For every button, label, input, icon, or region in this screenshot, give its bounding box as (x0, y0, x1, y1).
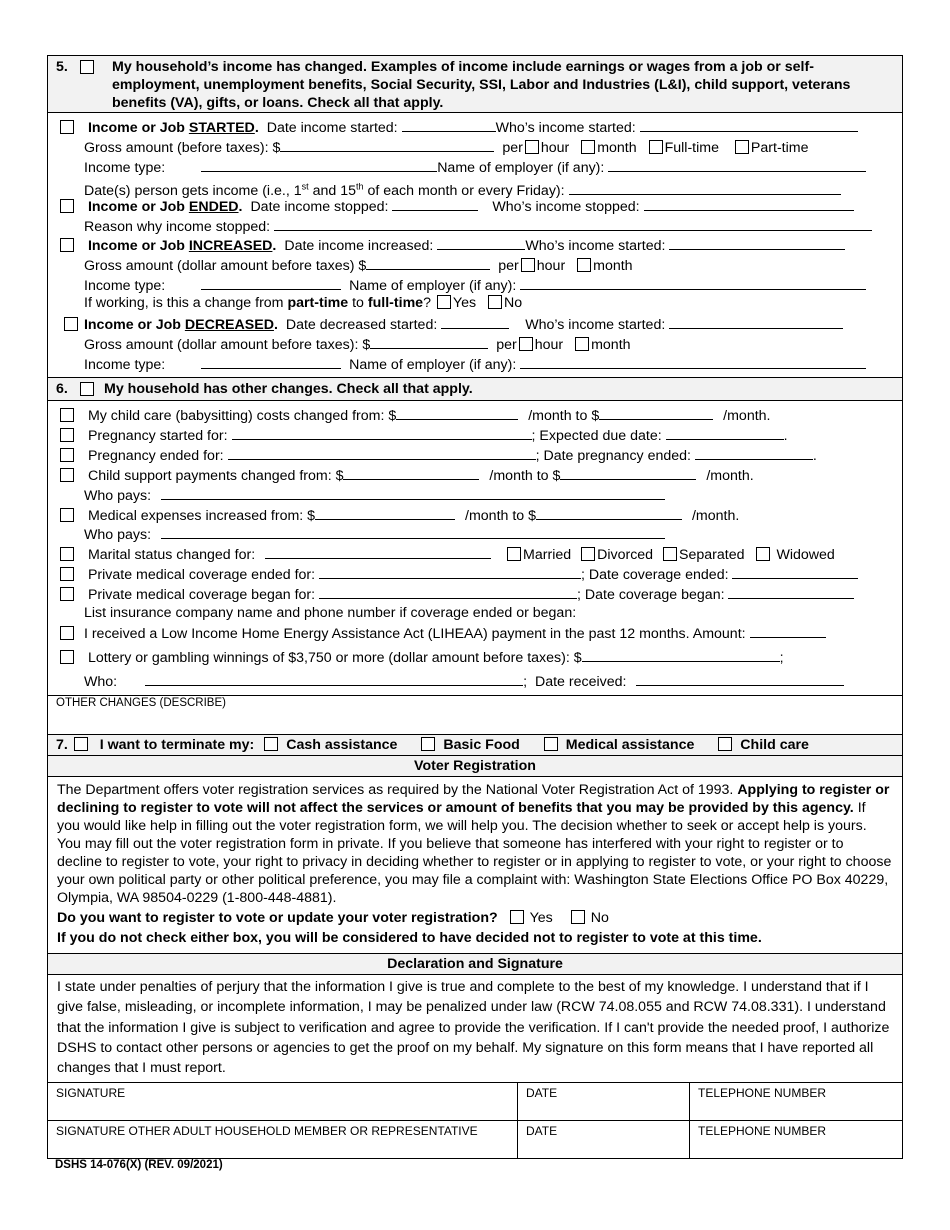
childcare-month-to: /month to $ (528, 408, 600, 424)
phone-cell[interactable] (690, 1083, 903, 1121)
declaration-text: I state under penalties of perjury that the information I give is true and complete to the best of my knowledge. I understand that if I give false, misleading, or incomplete information, I may be penalized under law (RCW 74.08.055 and RCW 74.08.331). I understand that the information I give is subject to verification and agree to provide the verification. If I can't provide the needed proof, I authorize DSHS to contact other persons or agencies to get the proof on my behalf. My signature on this form means that I have reported all changes that I must report. (57, 979, 890, 1077)
decreased-gross-label: Gross amount (dollar amount before taxes): $ (84, 337, 371, 353)
decreased-row (62, 315, 843, 333)
reason-field[interactable] (274, 217, 872, 231)
increased-title: Income or Job INCREASED. (87, 238, 277, 254)
food-checkbox[interactable] (421, 737, 435, 751)
child-care-checkbox[interactable] (718, 737, 732, 751)
month-label: month (597, 140, 637, 156)
medical-checkbox[interactable] (60, 508, 74, 522)
started-type-row (84, 158, 866, 176)
who-pays-row-1 (84, 486, 665, 504)
food-label: Basic Food (443, 737, 520, 753)
pmc-began-field[interactable] (319, 585, 577, 599)
voter-p1: The Department offers voter registration services as required by the National Voter Registration Act of 1993. (57, 782, 734, 798)
medical-row (58, 506, 739, 524)
decreased-hour: hour (534, 337, 564, 353)
decreased-employer-field[interactable] (520, 355, 866, 369)
voter-yes: Yes (529, 910, 553, 926)
pmc-ended-row (58, 565, 858, 583)
childcare-from-field[interactable] (396, 406, 518, 420)
section-5-heading: My household’s income has changed. Examples of income include earnings or wages from a job or self-employment, unemployment benefits, Social Security, SSI, Labor and Industries (L&I), child support, veterans benefits (VA), gifts, or loans. Check all that apply. (112, 59, 851, 111)
pmc-began-label: Private medical coverage began for: (87, 587, 316, 603)
pmc-began-row (58, 585, 854, 603)
section-5-header (48, 56, 902, 113)
increased-who-label: Who’s income started: (525, 238, 666, 254)
insurance-label: List insurance company name and phone number if coverage ended or began: (84, 605, 577, 621)
declaration-heading: Declaration and Signature (387, 956, 563, 972)
decreased-date-label: Date decreased started: (285, 317, 438, 333)
increased-hour-checkbox[interactable] (521, 258, 535, 272)
per-label: per (502, 140, 523, 156)
part-full-row (84, 295, 522, 311)
childcare-to-field[interactable] (599, 406, 713, 420)
section-7-number: 7. (56, 737, 68, 753)
section-6-body (48, 401, 902, 696)
employer-label: Name of employer (if any): (437, 160, 605, 176)
decreased-hour-checkbox[interactable] (519, 337, 533, 351)
hour-label: hour (540, 140, 570, 156)
due-date-field[interactable] (666, 426, 784, 440)
cov-began-label: ; Date coverage began: (577, 587, 725, 603)
voter-heading-row (48, 756, 902, 777)
preg-ended-label: Pregnancy ended for: (87, 448, 224, 464)
ended-checkbox[interactable] (60, 199, 74, 213)
increased-per: per (498, 258, 519, 274)
part-full-yes-checkbox[interactable] (437, 295, 451, 309)
phone-label-2: TELEPHONE NUMBER (698, 1124, 827, 1138)
childcare-checkbox[interactable] (60, 408, 74, 422)
marital-label: Marital status changed for: (87, 547, 256, 563)
income-type-field[interactable] (201, 158, 437, 172)
decreased-gross-field[interactable] (370, 335, 488, 349)
cash-label: Cash assistance (286, 737, 398, 753)
pmc-ended-checkbox[interactable] (60, 567, 74, 581)
who-pays-label-1: Who pays: (84, 488, 152, 504)
started-title: Income or Job STARTED. (87, 120, 259, 136)
medical-label: Medical expenses increased from: $ (87, 508, 316, 524)
increased-checkbox[interactable] (60, 238, 74, 252)
part-full-q5: ? (423, 295, 431, 311)
liheaa-label: I received a Low Income Home Energy Assistance Act (LIHEAA) payment in the past 12 months. Amount: (83, 626, 746, 642)
dates-gets-field[interactable] (569, 181, 841, 195)
who-field[interactable] (145, 672, 523, 686)
ended-row (58, 197, 854, 215)
voter-warning-row (57, 930, 762, 946)
lottery-label: Lottery or gambling winnings of $3,750 or more (dollar amount before taxes): $ (87, 650, 582, 666)
increased-date-field[interactable] (437, 236, 525, 250)
voter-no: No (590, 910, 609, 926)
decreased-who-label: Who’s income started: (525, 317, 666, 333)
date-cell-2[interactable] (518, 1121, 690, 1159)
decreased-per: per (496, 337, 517, 353)
childcare-row (58, 406, 771, 424)
income-type-label: Income type: (84, 160, 166, 176)
other-changes-label: OTHER CHANGES (DESCRIBE) (56, 697, 226, 709)
dates-gets-row (84, 178, 841, 199)
medical-to-field[interactable] (536, 506, 682, 520)
decreased-month-checkbox[interactable] (575, 337, 589, 351)
reason-row (84, 217, 872, 235)
widowed-checkbox[interactable] (756, 547, 770, 561)
started-who-field[interactable] (640, 118, 858, 132)
phone-label: TELEPHONE NUMBER (698, 1086, 827, 1100)
child-care-label: Child care (740, 737, 809, 753)
other-changes-box[interactable] (48, 696, 902, 735)
childcare-label: My child care (babysitting) costs changed from: $ (87, 408, 397, 424)
lottery-row: Lottery or gambling winnings of $3,750 or more (dollar amount before taxes): $ ; (58, 648, 784, 666)
who-row: Who: ; Date received: (84, 672, 844, 690)
decreased-title: Income or Job DECREASED. (83, 317, 278, 333)
child-support-per-month: /month. (706, 468, 754, 484)
signature-other-label: SIGNATURE OTHER ADULT HOUSEHOLD MEMBER OR REPRESENTATIVE (56, 1124, 478, 1138)
child-support-row (58, 466, 754, 484)
month-checkbox[interactable] (581, 140, 595, 154)
part-time-checkbox[interactable] (735, 140, 749, 154)
child-support-from-field[interactable] (343, 466, 479, 480)
section-6-heading: My household has other changes. Check all that apply. (104, 381, 473, 397)
decreased-type-field[interactable] (201, 355, 341, 369)
preg-started-field[interactable] (232, 426, 532, 440)
separated-label: Separated (679, 547, 745, 563)
ended-date-label: Date income stopped: (250, 199, 389, 215)
increased-type-label: Income type: (84, 278, 166, 294)
full-time-label: Full-time (664, 140, 719, 156)
childcare-per-month: /month. (723, 408, 771, 424)
section-6-checkbox[interactable] (80, 382, 94, 396)
decreased-employer-label: Name of employer (if any): (349, 357, 517, 373)
date-label-2: DATE (526, 1124, 558, 1138)
voter-p1-bold: Applying to register or declining to register to vote will not affect the services or amount of benefits that you may be provided by this agency. (57, 782, 890, 816)
who-pays-label-2: Who pays: (84, 527, 152, 543)
medical-month-to: /month to $ (465, 508, 537, 524)
who-pays-field-2[interactable] (161, 525, 665, 539)
decreased-type-label: Income type: (84, 357, 166, 373)
preg-ended-row: Pregnancy ended for: ; Date pregnancy ended: . (58, 446, 817, 464)
section-7-content (56, 737, 809, 753)
lottery-field[interactable] (582, 648, 780, 662)
section-5-body (48, 113, 902, 378)
signature-other-cell[interactable] (48, 1121, 518, 1159)
decreased-who-field[interactable] (669, 315, 843, 329)
date-label: DATE (526, 1086, 558, 1100)
preg-started-row: Pregnancy started for: ; Expected due date: . (58, 426, 788, 444)
decreased-month: month (591, 337, 631, 353)
medical-assistance-checkbox[interactable] (544, 737, 558, 751)
form-footer: DSHS 14-076(X) (REV. 09/2021) (55, 1159, 223, 1171)
preg-ended-checkbox[interactable] (60, 448, 74, 462)
part-full-q3: to (352, 295, 364, 311)
preg-started-checkbox[interactable] (60, 428, 74, 442)
who-pays-field-1[interactable] (161, 486, 665, 500)
section-5-checkbox[interactable] (80, 60, 94, 74)
signature-table (48, 1082, 902, 1158)
voter-p2: If you would like help in filling out the voter registration form, we will help you. The decision whether to seek or accept help is yours. You may fill out the voter registration form in private. If you believe that someone has interfered with your right to register or to decline to register to vote, your right to privacy in deciding whether to register or in applying to register to vote, or your right to choose your own political party or other political preference, you may file a complaint with: Washington State Elections Office PO Box 40229, Olympia, WA 98504-0229 (1-800-448-4881). (57, 800, 892, 906)
voter-question: Do you want to register to vote or update your voter registration? (57, 910, 498, 926)
declaration-heading-row (48, 954, 902, 975)
started-date-field[interactable] (402, 118, 496, 132)
liheaa-checkbox[interactable] (60, 626, 74, 640)
dates-gets-label: Date(s) person gets income (i.e., 1st and 15th of each month or every Friday): (84, 181, 565, 199)
signature-cell[interactable] (48, 1083, 518, 1121)
medical-from-field[interactable] (315, 506, 455, 520)
insurance-row (84, 605, 576, 621)
medical-assistance-label: Medical assistance (565, 737, 695, 753)
date-preg-ended-label: ; Date pregnancy ended: (535, 448, 691, 464)
increased-type-field[interactable] (201, 276, 341, 290)
section-5-number: 5. (56, 59, 68, 75)
part-full-q2: part-time (287, 295, 349, 311)
started-who-label: Who’s income started: (495, 120, 636, 136)
decreased-checkbox[interactable] (64, 317, 78, 331)
part-full-yes: Yes (452, 295, 477, 311)
ended-date-field[interactable] (392, 197, 478, 211)
section-7-checkbox[interactable] (74, 737, 88, 751)
pmc-ended-field[interactable] (319, 565, 581, 579)
increased-employer-field[interactable] (520, 276, 866, 290)
child-support-label: Child support payments changed from: $ (87, 468, 344, 484)
increased-month: month (593, 258, 633, 274)
cov-ended-label: ; Date coverage ended: (581, 567, 729, 583)
date-cell[interactable] (518, 1083, 690, 1121)
who-pays-row-2 (84, 525, 665, 543)
pmc-ended-label: Private medical coverage ended for: (87, 567, 316, 583)
liheaa-row (58, 624, 826, 642)
decreased-type-row (84, 355, 866, 373)
increased-type-row (84, 276, 866, 294)
phone-cell-2[interactable] (690, 1121, 903, 1159)
preg-started-label: Pregnancy started for: (87, 428, 228, 444)
part-full-no-checkbox[interactable] (488, 295, 502, 309)
hour-checkbox[interactable] (525, 140, 539, 154)
date-preg-ended-field[interactable] (695, 446, 813, 460)
ended-title: Income or Job ENDED. (87, 199, 243, 215)
medical-per-month: /month. (691, 508, 740, 524)
widowed-label: Widowed (776, 547, 835, 563)
started-row (58, 118, 858, 136)
increased-who-field[interactable] (669, 236, 845, 250)
increased-month-checkbox[interactable] (577, 258, 591, 272)
signature-label: SIGNATURE (56, 1086, 126, 1100)
preg-ended-field[interactable] (228, 446, 536, 460)
child-support-month-to: /month to $ (489, 468, 561, 484)
ended-who-label: Who’s income stopped: (492, 199, 640, 215)
terminate-label: I want to terminate my: (99, 737, 255, 753)
increased-row (58, 236, 845, 254)
separated-checkbox[interactable] (663, 547, 677, 561)
declaration-body (48, 975, 902, 1158)
ended-who-field[interactable] (644, 197, 854, 211)
started-date-label: Date income started: (266, 120, 398, 136)
increased-gross-row (84, 256, 633, 274)
increased-employer-label: Name of employer (if any): (349, 278, 517, 294)
part-full-q1: If working, is this a change from (84, 295, 284, 311)
voter-paragraph (48, 777, 902, 907)
started-checkbox[interactable] (60, 120, 74, 134)
increased-gross-field[interactable] (366, 256, 490, 270)
increased-date-label: Date income increased: (284, 238, 434, 254)
decreased-date-field[interactable] (441, 315, 509, 329)
lottery-checkbox[interactable] (60, 650, 74, 664)
voter-heading: Voter Registration (414, 758, 536, 774)
section-6-number: 6. (56, 381, 68, 397)
divorced-checkbox[interactable] (581, 547, 595, 561)
child-support-to-field[interactable] (560, 466, 696, 480)
voter-question-row (57, 910, 609, 926)
section-7-row (48, 735, 902, 756)
decreased-gross-row (84, 335, 631, 353)
who-label: Who: (84, 674, 118, 690)
voter-no-checkbox[interactable] (571, 910, 585, 924)
divorced-label: Divorced (597, 547, 654, 563)
employer-field[interactable] (608, 158, 866, 172)
voter-yes-checkbox[interactable] (510, 910, 524, 924)
part-full-no: No (504, 295, 523, 311)
marital-row (58, 545, 835, 563)
liheaa-field[interactable] (750, 624, 826, 638)
voter-body (48, 777, 902, 954)
date-received-field[interactable] (636, 672, 844, 686)
increased-hour: hour (536, 258, 566, 274)
part-time-label: Part-time (750, 140, 809, 156)
started-gross-row (84, 138, 808, 156)
increased-gross-label: Gross amount (dollar amount before taxes) $ (84, 258, 367, 274)
voter-warning: If you do not check either box, you will be considered to have decided not to register to vote at this time. (57, 930, 762, 946)
cash-checkbox[interactable] (264, 737, 278, 751)
part-full-q4: full-time (367, 295, 424, 311)
cov-ended-field[interactable] (732, 565, 858, 579)
married-label: Married (523, 547, 572, 563)
date-received-label: Date received: (534, 674, 627, 690)
full-time-checkbox[interactable] (649, 140, 663, 154)
reason-label: Reason why income stopped: (84, 219, 271, 235)
pmc-began-checkbox[interactable] (60, 587, 74, 601)
cov-began-field[interactable] (728, 585, 854, 599)
change-report-form (47, 55, 903, 1159)
marital-checkbox[interactable] (60, 547, 74, 561)
married-checkbox[interactable] (507, 547, 521, 561)
section-6-header (48, 378, 902, 401)
gross-label: Gross amount (before taxes): $ (84, 140, 281, 156)
gross-field[interactable] (280, 138, 494, 152)
marital-field[interactable] (265, 545, 491, 559)
child-support-checkbox[interactable] (60, 468, 74, 482)
due-date-label: ; Expected due date: (531, 428, 662, 444)
